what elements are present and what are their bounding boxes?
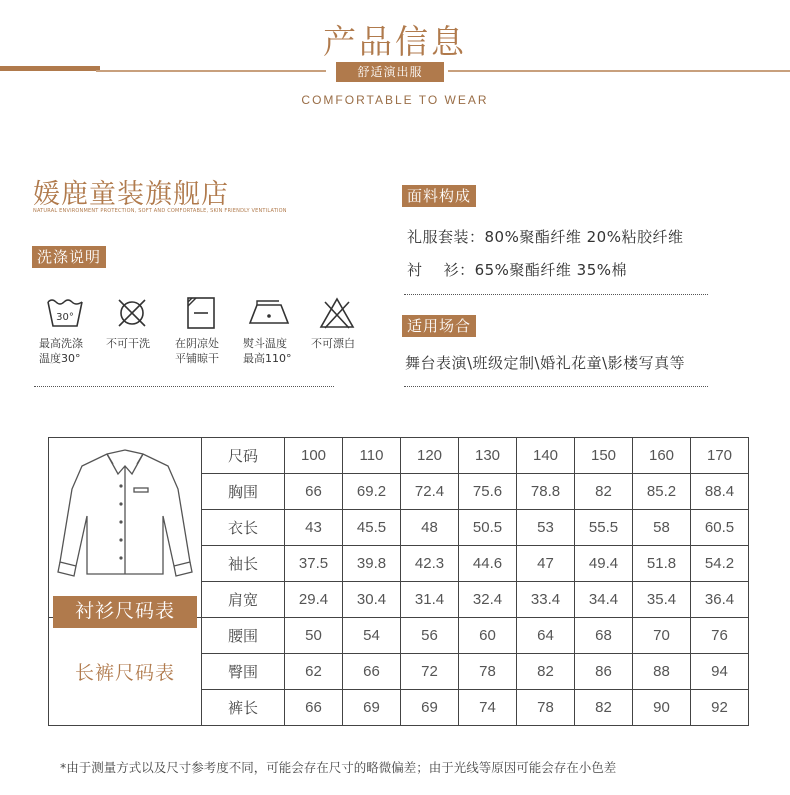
- usage-divider: [404, 386, 708, 387]
- size-cell: 94: [691, 654, 749, 690]
- size-cell: 82: [575, 690, 633, 726]
- size-cell: 78: [517, 690, 575, 726]
- size-cell: 100: [285, 438, 343, 474]
- size-cell: 35.4: [633, 582, 691, 618]
- size-cell: 48: [401, 510, 459, 546]
- size-row-label: 腰围: [202, 618, 285, 654]
- size-cell: 82: [517, 654, 575, 690]
- shop-slogan: NATURAL ENVIRONMENT PROTECTION, SOFT AND COMFORTABLE, SKIN FRIENDLY VENTILATION: [33, 208, 287, 214]
- size-cell: 54.2: [691, 546, 749, 582]
- care-label-line1: 最高洗涤: [39, 337, 83, 350]
- size-cell: 170: [691, 438, 749, 474]
- header-subtitle-badge: 舒适演出服: [336, 62, 444, 82]
- header-tagline: COMFORTABLE TO WEAR: [301, 93, 489, 107]
- care-label-line1: 不可干洗: [106, 337, 150, 350]
- size-cell: 49.4: [575, 546, 633, 582]
- shirt-section: [49, 438, 202, 622]
- size-cell: 110: [343, 438, 401, 474]
- size-cell: 33.4: [517, 582, 575, 618]
- fabric-line-dress: 礼服套装：80%聚酯纤维 20%粘胶纤维: [407, 228, 684, 246]
- size-cell: 82: [575, 474, 633, 510]
- size-cell: 92: [691, 690, 749, 726]
- size-cell: 29.4: [285, 582, 343, 618]
- size-cell: 76: [691, 618, 749, 654]
- size-cell: 37.5: [285, 546, 343, 582]
- iron-110-icon: [247, 296, 291, 330]
- size-cell: 70: [633, 618, 691, 654]
- size-cell: 130: [459, 438, 517, 474]
- no-bleach-icon: [317, 296, 357, 330]
- size-cell: 47: [517, 546, 575, 582]
- size-cell: 72: [401, 654, 459, 690]
- page-title: 产品信息: [323, 22, 467, 61]
- care-label-line1: 不可漂白: [311, 337, 355, 350]
- size-cell: 90: [633, 690, 691, 726]
- size-cell: 120: [401, 438, 459, 474]
- size-cell: 66: [285, 690, 343, 726]
- header-divider-right: [448, 70, 790, 72]
- size-cell: 66: [285, 474, 343, 510]
- size-cell: 85.2: [633, 474, 691, 510]
- size-cell: 60: [459, 618, 517, 654]
- size-cell: 50: [285, 618, 343, 654]
- care-label-line1: 熨斗温度: [243, 337, 287, 350]
- care-instructions: [30, 296, 370, 368]
- care-item-bleach: [302, 296, 372, 351]
- size-cell: 39.8: [343, 546, 401, 582]
- size-cell: 64: [517, 618, 575, 654]
- shop-name: 媛鹿童装旗舰店: [33, 179, 229, 210]
- usage-text: 舞台表演\班级定制\婚礼花童\影楼写真等: [405, 354, 686, 372]
- size-cell: 74: [459, 690, 517, 726]
- size-cell: 34.4: [575, 582, 633, 618]
- pants-section: [49, 618, 202, 726]
- size-cell: 66: [343, 654, 401, 690]
- care-item-iron: [234, 296, 304, 366]
- care-divider: [34, 386, 334, 387]
- size-cell: 42.3: [401, 546, 459, 582]
- header-accent-bar: [0, 66, 100, 71]
- size-cell: 51.8: [633, 546, 691, 582]
- shirt-size-chart-label: 衬衫尺码表: [53, 596, 197, 628]
- size-cell: 53: [517, 510, 575, 546]
- wash-temp-symbol: 30°: [56, 312, 74, 323]
- size-cell: 60.5: [691, 510, 749, 546]
- size-cell: 140: [517, 438, 575, 474]
- footnote: *由于测量方式以及尺寸参考度不同，可能会存在尺寸的略微偏差；由于光线等原因可能会存在小色差: [60, 760, 617, 775]
- size-row-label: 裤长: [202, 690, 285, 726]
- size-cell: 45.5: [343, 510, 401, 546]
- care-item-wash: [30, 296, 100, 366]
- size-cell: 72.4: [401, 474, 459, 510]
- size-cell: 56: [401, 618, 459, 654]
- size-cell: 75.6: [459, 474, 517, 510]
- size-row-label: 尺码: [202, 438, 285, 474]
- shade-flat-dry-icon: [181, 296, 221, 330]
- size-cell: 69.2: [343, 474, 401, 510]
- size-cell: 150: [575, 438, 633, 474]
- care-item-dry: [166, 296, 236, 366]
- size-cell: 62: [285, 654, 343, 690]
- shirt-illustration-icon: [50, 444, 200, 594]
- care-label-line2: 平铺晾干: [175, 352, 219, 365]
- size-cell: 88: [633, 654, 691, 690]
- fabric-line-shirt: 衬 衫：65%聚酯纤维 35%棉: [407, 261, 628, 279]
- size-cell: 88.4: [691, 474, 749, 510]
- size-row-label: 衣长: [202, 510, 285, 546]
- size-cell: 36.4: [691, 582, 749, 618]
- size-cell: 86: [575, 654, 633, 690]
- size-row-label: 臀围: [202, 654, 285, 690]
- care-heading: 洗涤说明: [32, 246, 106, 268]
- size-cell: 78.8: [517, 474, 575, 510]
- no-dry-clean-icon: [112, 296, 152, 330]
- size-cell: 69: [343, 690, 401, 726]
- header-divider-left: [96, 70, 326, 72]
- size-row-label: 袖长: [202, 546, 285, 582]
- size-cell: 44.6: [459, 546, 517, 582]
- size-cell: 30.4: [343, 582, 401, 618]
- size-row-label: 肩宽: [202, 582, 285, 618]
- size-cell: 78: [459, 654, 517, 690]
- size-cell: 58: [633, 510, 691, 546]
- fabric-heading: 面料构成: [402, 185, 476, 207]
- care-label-line2: 最高110°: [243, 352, 292, 365]
- size-row-label: 胸围: [202, 474, 285, 510]
- pants-size-chart-label: 长裤尺码表: [74, 663, 175, 684]
- care-label-line2: 温度30°: [39, 352, 81, 365]
- size-cell: 31.4: [401, 582, 459, 618]
- size-cell: 50.5: [459, 510, 517, 546]
- size-cell: 55.5: [575, 510, 633, 546]
- care-label-line1: 在阴凉处: [175, 337, 219, 350]
- wash-30-icon: [45, 296, 85, 330]
- size-cell: 32.4: [459, 582, 517, 618]
- size-cell: 69: [401, 690, 459, 726]
- size-cell: 54: [343, 618, 401, 654]
- size-row: [49, 438, 749, 474]
- size-chart-table: [48, 437, 749, 726]
- size-cell: 68: [575, 618, 633, 654]
- usage-heading: 适用场合: [402, 315, 476, 337]
- care-item-dryclean: [97, 296, 167, 351]
- fabric-divider: [404, 294, 708, 295]
- size-cell: 43: [285, 510, 343, 546]
- size-cell: 160: [633, 438, 691, 474]
